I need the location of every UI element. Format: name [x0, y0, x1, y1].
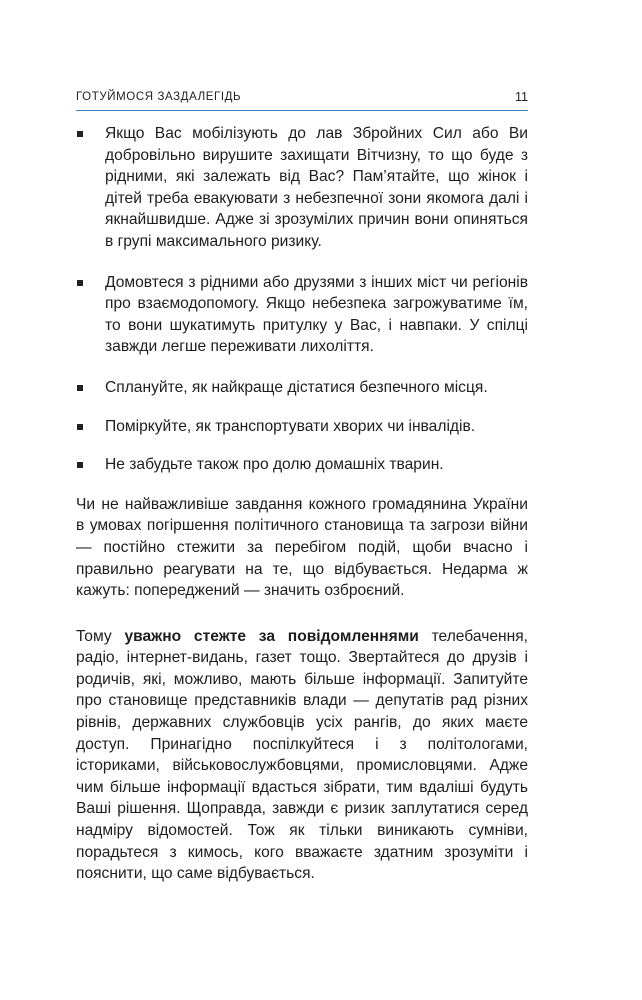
bullet-item [76, 454, 528, 476]
bullet-text: Домовтеся з рідними або друзями з інших міст чи регіонів про взаємодопомогу. Якщо небезпека загрожуватиме їм, то вони шукатимуть притулку у Вас, і навпаки. У спілці завжди легше переживати лихоліття. [105, 273, 528, 356]
bullet-text: Сплануйте, як найкраще дістатися безпечного місця. [105, 378, 488, 396]
square-bullet-icon [77, 280, 83, 286]
square-bullet-icon [77, 424, 83, 430]
bullet-item [76, 416, 528, 438]
emphasis-text: уважно стежте за повідомленнями [124, 627, 419, 645]
bullet-item [76, 272, 528, 358]
paragraph-awareness: Чи не найважливіше завдання кожного громадянина України в умовах погіршення політичного становища та загрози війни — постійно стежити за перебігом подій, щоби вчасно і правильно реагувати на те, що відбувається. Недарма ж кажуть: попереджений — значить озброєний. [76, 495, 528, 600]
bullet-item [76, 377, 528, 399]
square-bullet-icon [77, 462, 83, 468]
bullet-text: Не забудьте також про долю домашніх тварин. [105, 456, 444, 474]
bullet-item [76, 123, 528, 253]
square-bullet-icon [77, 131, 83, 137]
bullet-text: Якщо Вас мобілізують до лав Збройних Сил або Ви добровільно вирушите захищати Вітчизну, то що буде з рідними, які залежать від Вас? Пам’ятайте, що жінок і дітей треба евакуювати з небезпечної зони якомога далі і якнайшвидше. Адже зі зрозумілих причин вони опиняться в групі максимального ризику. [105, 125, 528, 250]
bullet-text: Поміркуйте, як транспортувати хворих чи інвалідів. [105, 417, 476, 435]
bullet-list [76, 123, 528, 476]
page-number: 11 [515, 90, 528, 104]
page-body [76, 123, 528, 885]
header-title: ГОТУЙМОСЯ ЗАЗДАЛЕГІДЬ [76, 91, 242, 103]
running-header [76, 90, 528, 111]
square-bullet-icon [77, 385, 83, 391]
paragraph-rest: телебачення, радіо, інтернет-видань, газет тощо. Звертайтеся до друзів і родичів, які, можливо, мають більше інформації. Запитуйте про становище представників влади — депутатів рад різних рівнів, державних службовців усіх рангів, до яких маєте доступ. Принагідно поспілкуйтеся і з політологами, істориками, військовослужбовцями, промисловцями. Адже чим більше інформації вдасться зібрати, тим вдаліші будуть Ваші рішення. Щоправда, завжди є ризик заплутатися серед надміру відомостей. Тож як тільки виникають сумніви, порадьтеся з кимось, кого вважаєте здатним зрозуміти і пояснити, що саме відбувається. [76, 627, 528, 883]
paragraph-follow-news [76, 626, 528, 885]
paragraph-prefix: Тому [76, 627, 125, 645]
